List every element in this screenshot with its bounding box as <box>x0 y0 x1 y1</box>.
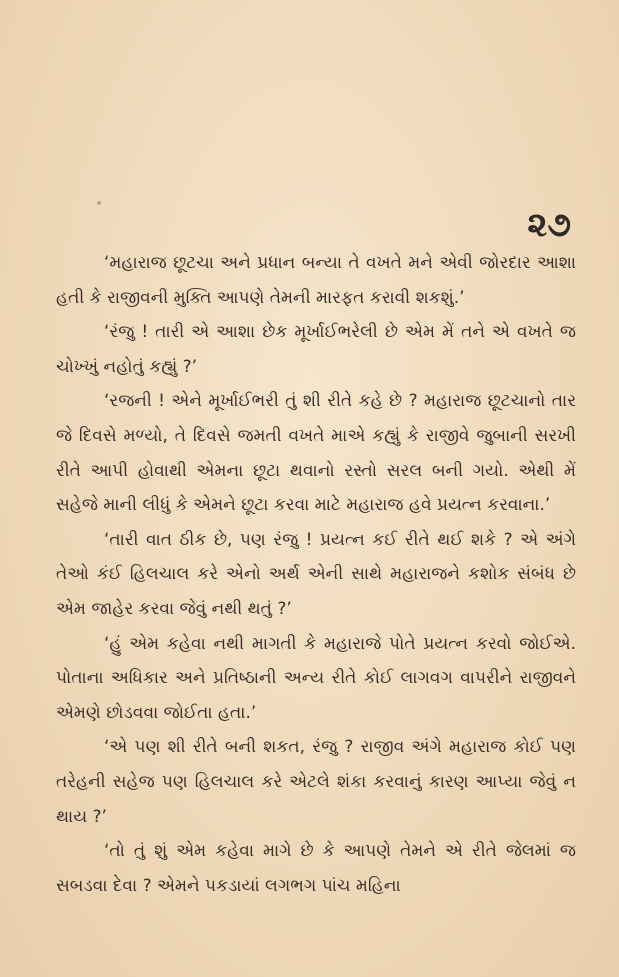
paragraph: ‘હું એમ કહેવા નથી માગતી કે મહારાજે પોતે પ્રયત્ન કરવો જોઈએ. પોતાના અધિકાર અને પ્રતિષ્ઠાની અન્ય રીતે કોઈ લાગવગ વાપરીને રાજીવને એમણે છોડવવા જોઈતા હતા.’ <box>56 633 576 723</box>
ink-speck <box>97 201 101 205</box>
paragraph: ‘એ પણ શી રીતે બની શકત, રંજુ ? રાજીવ અંગે મહારાજ કોઈ પણ તરેહની સહેજ પણ હિલચાલ કરે એટલે શંકા કરવાનું કારણ આપ્યા જેવું ન થાય ?’ <box>56 737 576 827</box>
paragraph: ‘તારી વાત ઠીક છે, પણ રંજુ ! પ્રયત્ન કઈ રીતે થઈ શકે ? એ અંગે તેઓ કંઈ હિલચાલ કરે એનો અર્થ એની સાથે મહારાજને કશોક સંબંધ છે એમ જાહેર કરવા જેવું નથી થતું ?’ <box>56 529 576 619</box>
paragraph: ‘રંજુ ! તારી એ આશા છેક મૂર્ખાઈભરેલી છે એમ મેં તને એ વખતે જ ચોખ્ખું નહોતું કહ્યું ?’ <box>56 322 576 377</box>
page-number: ૨૭ <box>527 205 571 245</box>
paragraph: ‘તો તું શું એમ કહેવા માગે છે કે આપણે તેમને એ રીતે જેલમાં જ સબડવા દેવા ? એમને પકડાયાં લગભગ પાંચ મહિના <box>56 841 576 896</box>
body-text <box>56 246 576 903</box>
paragraph: ‘રજની ! એને મૂર્ખાઈભરી તું શી રીતે કહે છે ? મહારાજ છૂટચાનો તાર જે દિવસે મળ્યો, તે દિવસે જમતી વખતે માએ કહ્યું કે રાજીવે જુબાની સરખી રીતે આપી હોવાથી એમના છૂટા થવાનો રસ્તો સરલ બની ગયો. એથી મેં સહેજે માની લીધું કે એમને છૂટા કરવા માટે મહારાજ હવે પ્રયત્ન કરવાના.’ <box>56 391 576 516</box>
paragraph: ‘મહારાજ છૂટચા અને પ્રધાન બન્યા તે વખતે મને એવી જોરદાર આશા હતી કે રાજીવની મુક્તિ આપણે તેમની મારફત કરાવી શકશું.’ <box>56 253 576 308</box>
